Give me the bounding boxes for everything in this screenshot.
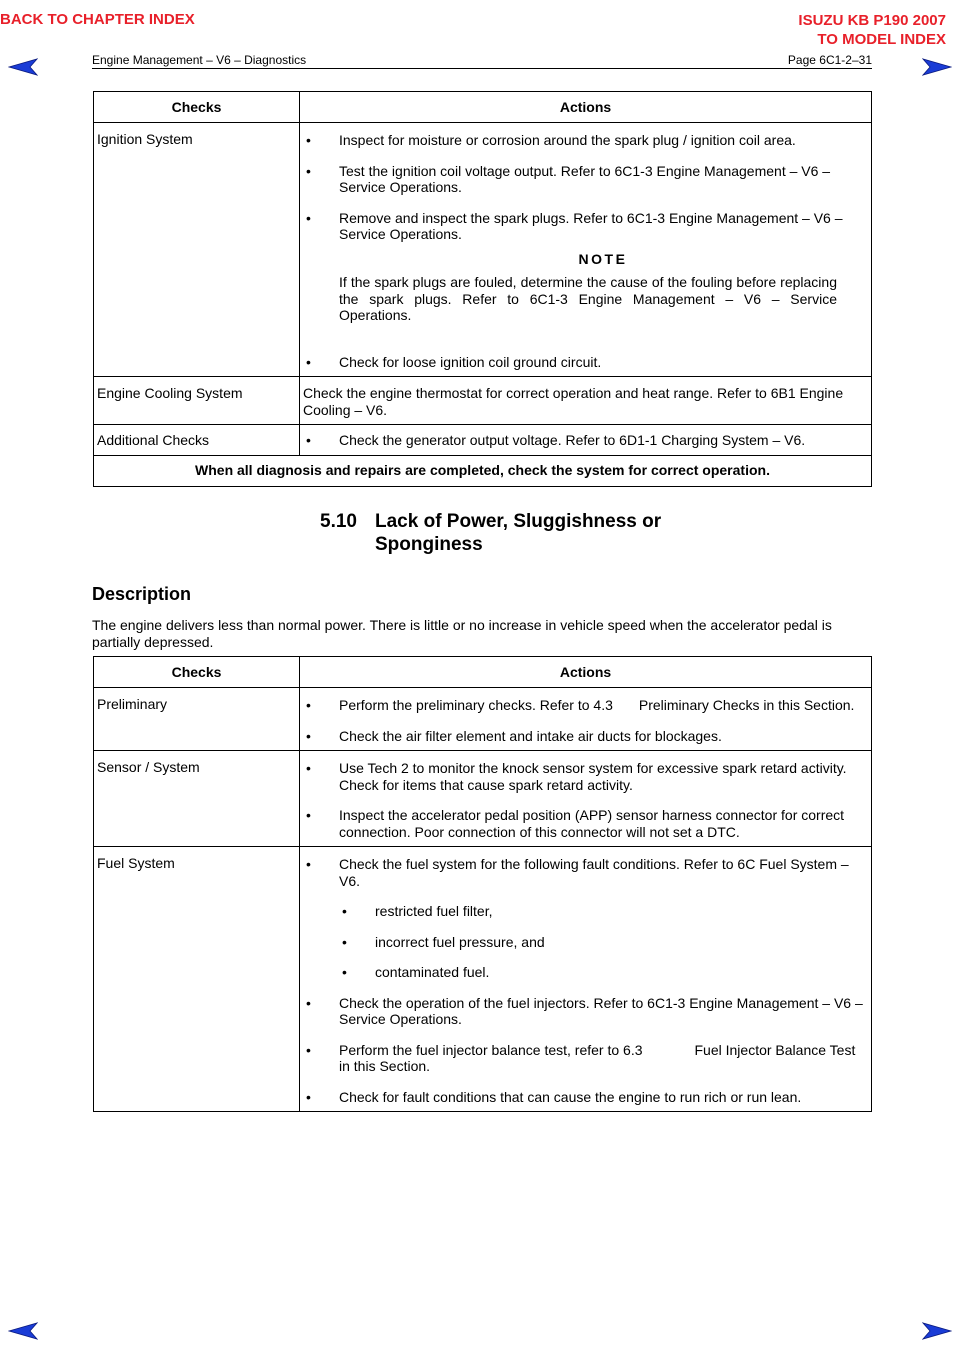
check-ignition-system: Ignition System — [94, 123, 300, 377]
description-heading: Description — [92, 584, 192, 604]
column-header-checks: Checks — [94, 92, 300, 123]
section-title — [320, 510, 661, 556]
table-footer-note: When all diagnosis and repairs are completed, check the system for correct operation. — [94, 455, 872, 486]
action-item: • Remove and inspect the spark plugs. Refer to 6C1-3 Engine Management – V6 – Service Operations. — [303, 210, 867, 243]
check-preliminary: Preliminary — [94, 688, 300, 751]
check-engine-cooling-system: Engine Cooling System — [94, 377, 300, 425]
action-item: • Test the ignition coil voltage output. Refer to 6C1-3 Engine Management – V6 – Service Operations. — [303, 163, 867, 196]
sub-action-item: • incorrect fuel pressure, and — [303, 934, 867, 951]
action-item — [303, 697, 867, 714]
header-rule — [92, 68, 872, 69]
sub-action-item: • contaminated fuel. — [303, 964, 867, 981]
table-header-row — [94, 657, 872, 688]
table-header-row — [94, 92, 872, 123]
previous-page-arrow-icon[interactable] — [8, 58, 38, 76]
action-text-part: Perform the fuel injector balance test, refer to 6.3 — [339, 1041, 643, 1058]
next-page-arrow-icon[interactable] — [922, 58, 952, 76]
action-item: • Check for fault conditions that can cause the engine to run rich or run lean. — [303, 1089, 867, 1106]
check-fuel-system: Fuel System — [94, 847, 300, 1112]
note-body: If the spark plugs are fouled, determine the cause of the fouling before replacing the spark plugs. Refer to 6C1-3 Engine Management – V6 – Service Operations. — [339, 274, 837, 323]
table-row — [94, 751, 872, 847]
to-model-index-label: TO MODEL INDEX — [817, 31, 946, 48]
column-header-checks: Checks — [94, 657, 300, 688]
action-text-part: Perform the preliminary checks. Refer to 4.3 — [339, 697, 613, 713]
actions-cell — [300, 123, 872, 377]
checks-table-continued — [93, 91, 872, 487]
actions-cell — [300, 425, 872, 456]
table-row — [94, 425, 872, 456]
table-row — [94, 377, 872, 425]
description-text: The engine delivers less than normal power. There is little or no increase in vehicle speed when the accelerator pedal is partially depressed. — [92, 617, 832, 650]
section-title-line2: Sponginess — [375, 534, 483, 555]
previous-page-arrow-bottom-icon[interactable] — [8, 1322, 38, 1340]
column-header-actions: Actions — [300, 92, 872, 123]
table-row — [94, 688, 872, 751]
sub-action-item: • restricted fuel filter, — [303, 903, 867, 920]
table-footer-row — [94, 455, 872, 486]
action-item: • Inspect for moisture or corrosion around the spark plug / ignition coil area. — [303, 132, 867, 149]
back-to-chapter-index-link[interactable]: BACK TO CHAPTER INDEX — [0, 11, 195, 28]
action-item: • Check the air filter element and intake air ducts for blockages. — [303, 728, 867, 745]
actions-cell — [300, 847, 872, 1112]
action-item: • Check for loose ignition coil ground circuit. — [303, 354, 867, 371]
header-title: Engine Management – V6 – Diagnostics — [92, 53, 307, 67]
section-number: 5.10 — [320, 511, 357, 532]
action-item: • Use Tech 2 to monitor the knock sensor system for excessive spark retard activity. Check for items that cause spark retard activity. — [303, 760, 867, 793]
model-title: ISUZU KB P190 2007 — [798, 12, 946, 29]
header-page-number: Page 6C1-2–31 — [787, 53, 872, 67]
table-row — [94, 847, 872, 1112]
preliminary-checks-link[interactable]: Preliminary Checks in this Section. — [638, 697, 855, 713]
action-item: • Inspect the accelerator pedal position (APP) sensor harness connector for correct connection. Poor connection of this connector will not set a DTC. — [303, 807, 867, 840]
action-item — [303, 1042, 867, 1075]
to-model-index-link[interactable] — [798, 11, 946, 49]
table-row — [94, 123, 872, 377]
next-page-arrow-bottom-icon[interactable] — [922, 1322, 952, 1340]
note-title: NOTE — [578, 250, 628, 267]
action-item: • Check the operation of the fuel injectors. Refer to 6C1-3 Engine Management – V6 – Service Operations. — [303, 995, 867, 1028]
section-title-line1: Lack of Power, Sluggishness or — [375, 511, 662, 532]
check-sensor-system: Sensor / System — [94, 751, 300, 847]
actions-cell — [300, 751, 872, 847]
checks-table — [93, 656, 872, 1112]
action-item: • Check the fuel system for the following fault conditions. Refer to 6C Fuel System – V6. — [303, 856, 867, 889]
column-header-actions: Actions — [300, 657, 872, 688]
fuel-injector-balance-link[interactable]: Fuel Injector Balance Test in this Section. — [339, 1041, 856, 1074]
action-item: • Check the generator output voltage. Refer to 6D1-1 Charging System – V6. — [303, 432, 867, 449]
actions-cell — [300, 688, 872, 751]
check-additional-checks: Additional Checks — [94, 425, 300, 456]
action-text: Check the engine thermostat for correct operation and heat range. Refer to 6B1 Engine Cooling – V6. — [300, 377, 872, 425]
